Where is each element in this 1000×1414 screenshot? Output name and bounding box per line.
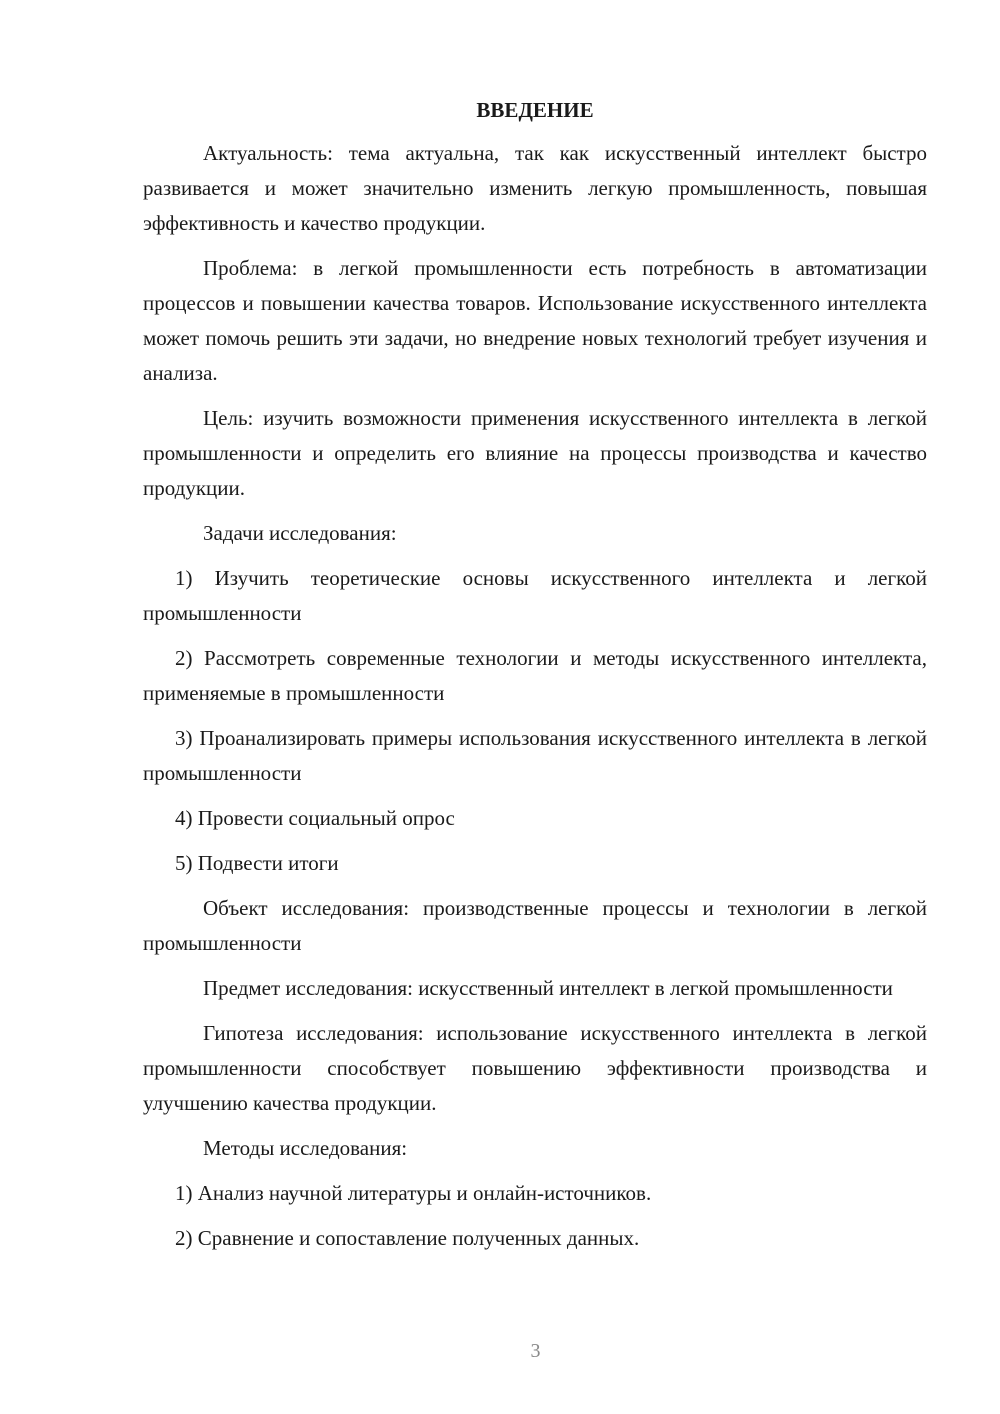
hypothesis-paragraph: Гипотеза исследования: использование искусственного интеллекта в легкой промышленности способствует повышению эффективности производства и улучшению качества продукции. bbox=[143, 1021, 927, 1115]
methods-heading: Методы исследования: bbox=[203, 1136, 408, 1160]
task-item: 2) Рассмотреть современные технологии и методы искусственного интеллекта, применяемые в промышленности bbox=[143, 646, 927, 705]
document-body bbox=[143, 94, 927, 1266]
goal-paragraph: Цель: изучить возможности применения искусственного интеллекта в легкой промышленности и определить его влияние на процессы производства и качество продукции. bbox=[143, 406, 927, 500]
task-item: 4) Провести социальный опрос bbox=[175, 806, 455, 830]
section-title: ВВЕДЕНИЕ bbox=[476, 98, 594, 122]
method-item: 1) Анализ научной литературы и онлайн-источников. bbox=[175, 1181, 652, 1205]
tasks-heading: Задачи исследования: bbox=[203, 521, 397, 545]
task-item: 1) Изучить теоретические основы искусственного интеллекта и легкой промышленности bbox=[143, 566, 927, 625]
task-item: 3) Проанализировать примеры использования искусственного интеллекта в легкой промышленности bbox=[143, 726, 927, 785]
problem-paragraph: Проблема: в легкой промышленности есть потребность в автоматизации процессов и повышении качества товаров. Использование искусственного интеллекта может помочь решить эти задачи, но внедрение новых технологий требует изучения и анализа. bbox=[143, 256, 927, 385]
object-paragraph: Объект исследования: производственные процессы и технологии в легкой промышленности bbox=[143, 896, 927, 955]
method-item: 2) Сравнение и сопоставление полученных данных. bbox=[175, 1226, 640, 1250]
page-number: 3 bbox=[530, 1340, 541, 1362]
subject-paragraph: Предмет исследования: искусственный интеллект в легкой промышленности bbox=[203, 976, 893, 1000]
task-item: 5) Подвести итоги bbox=[175, 851, 339, 875]
relevance-paragraph: Актуальность: тема актуальна, так как искусственный интеллект быстро развивается и может значительно изменить легкую промышленность, повышая эффективность и качество продукции. bbox=[143, 141, 927, 235]
